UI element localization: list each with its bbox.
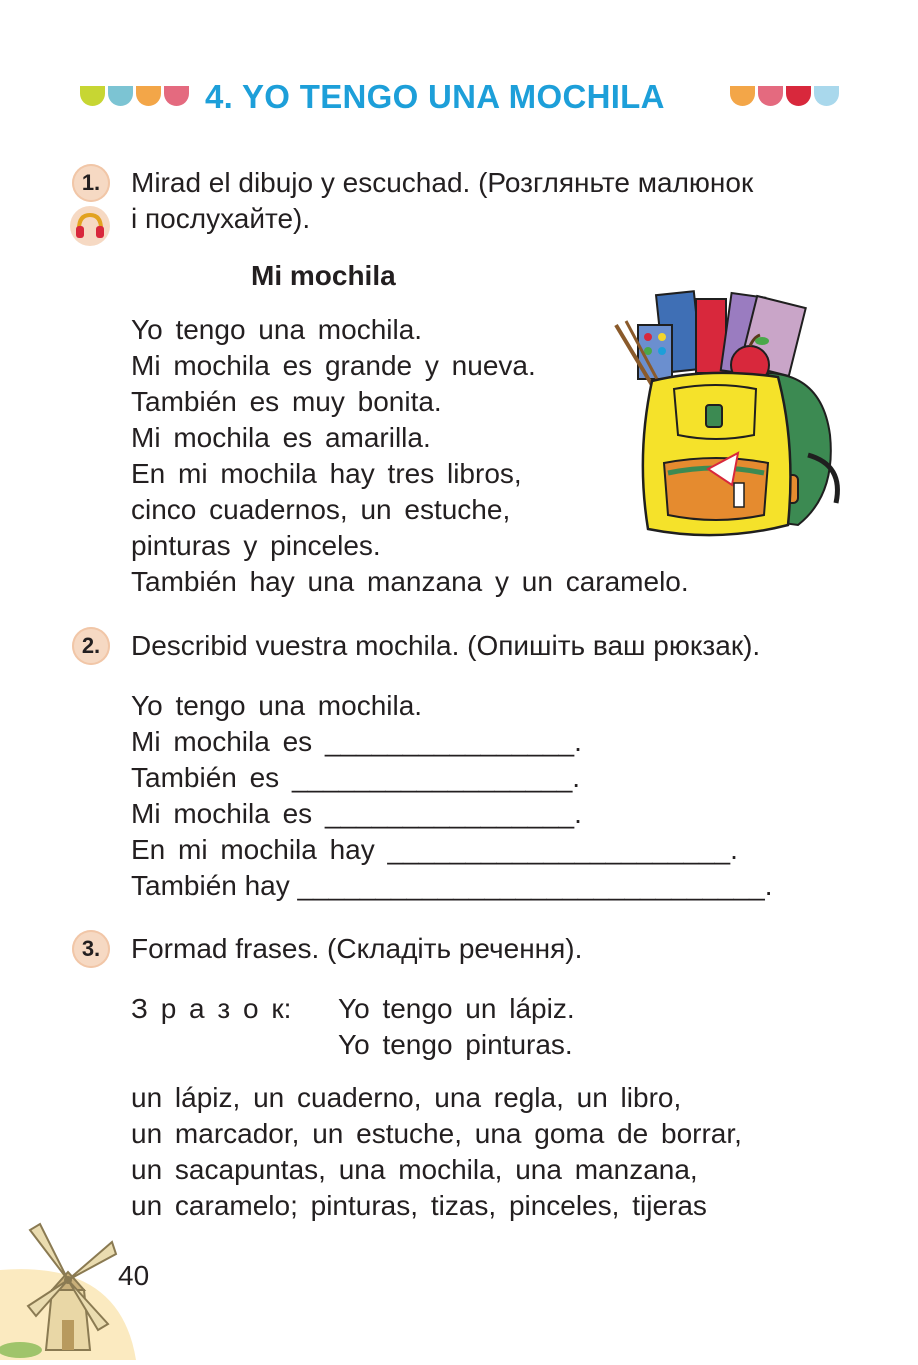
poem-line: Mi mochila es amarilla.: [131, 422, 431, 453]
word-list-line: un marcador, un estuche, una goma de borrar,: [131, 1118, 742, 1149]
sample-sentence: Yo tengo un lápiz.: [338, 993, 575, 1024]
page-title: 4. YO TENGO UNA MOCHILA: [205, 78, 665, 115]
fill-in-line: En mi mochila hay ______________________.: [131, 834, 738, 865]
task-number-1: 1.: [72, 164, 110, 202]
scallop: [786, 86, 811, 106]
poem-title: Mi mochila: [251, 260, 396, 291]
scallop: [814, 86, 839, 106]
header-decoration-left: [80, 86, 189, 106]
word-list-line: un lápiz, un cuaderno, una regla, un libro,: [131, 1082, 682, 1113]
fill-in-line: Mi mochila es ________________.: [131, 726, 582, 757]
scallop: [758, 86, 783, 106]
fill-in-line: Mi mochila es ________________.: [131, 798, 582, 829]
backpack-illustration: [608, 285, 843, 547]
poem-line: cinco cuadernos, un estuche,: [131, 494, 511, 525]
page-number: 40: [118, 1260, 150, 1291]
sample-sentences: [338, 991, 575, 1063]
scallop: [136, 86, 161, 106]
poem: [131, 312, 689, 600]
sample-label: З р а з о к:: [131, 993, 292, 1024]
scallop: [80, 86, 105, 106]
headphones-icon: [69, 205, 111, 247]
scallop: [164, 86, 189, 106]
fill-in-line: También es __________________.: [131, 762, 581, 793]
poem-line: Yo tengo una mochila.: [131, 314, 423, 345]
poem-line: Mi mochila es grande y nueva.: [131, 350, 536, 381]
task-number-2: 2.: [72, 627, 110, 665]
poem-line: También hay una manzana y un caramelo.: [131, 566, 689, 597]
word-list: [131, 1080, 742, 1224]
fill-in-line: Yo tengo una mochila.: [131, 690, 423, 721]
scallop: [730, 86, 755, 106]
poem-line: pinturas y pinceles.: [131, 530, 381, 561]
header-decoration-right: [730, 86, 839, 106]
scallop: [108, 86, 133, 106]
poem-line: También es muy bonita.: [131, 386, 442, 417]
fill-in-lines: [131, 688, 772, 904]
task-number-3: 3.: [72, 930, 110, 968]
task1-instruction-line2: і послухайте).: [131, 203, 311, 234]
word-list-line: un sacapuntas, una mochila, una manzana,: [131, 1154, 698, 1185]
task2-instruction: Describid vuestra mochila. (Опишіть ваш рюкзак).: [131, 630, 761, 661]
task3-instruction: Formad frases. (Складіть речення).: [131, 933, 583, 964]
word-list-line: un caramelo; pinturas, tizas, pinceles, tijeras: [131, 1190, 707, 1221]
task1-instruction-line1: Mirad el dibujo y escuchad. (Розгляньте малюнок: [131, 167, 754, 198]
poem-line: En mi mochila hay tres libros,: [131, 458, 522, 489]
sample-sentence: Yo tengo pinturas.: [338, 1029, 573, 1060]
fill-in-line: También hay ______________________________.: [131, 870, 773, 901]
